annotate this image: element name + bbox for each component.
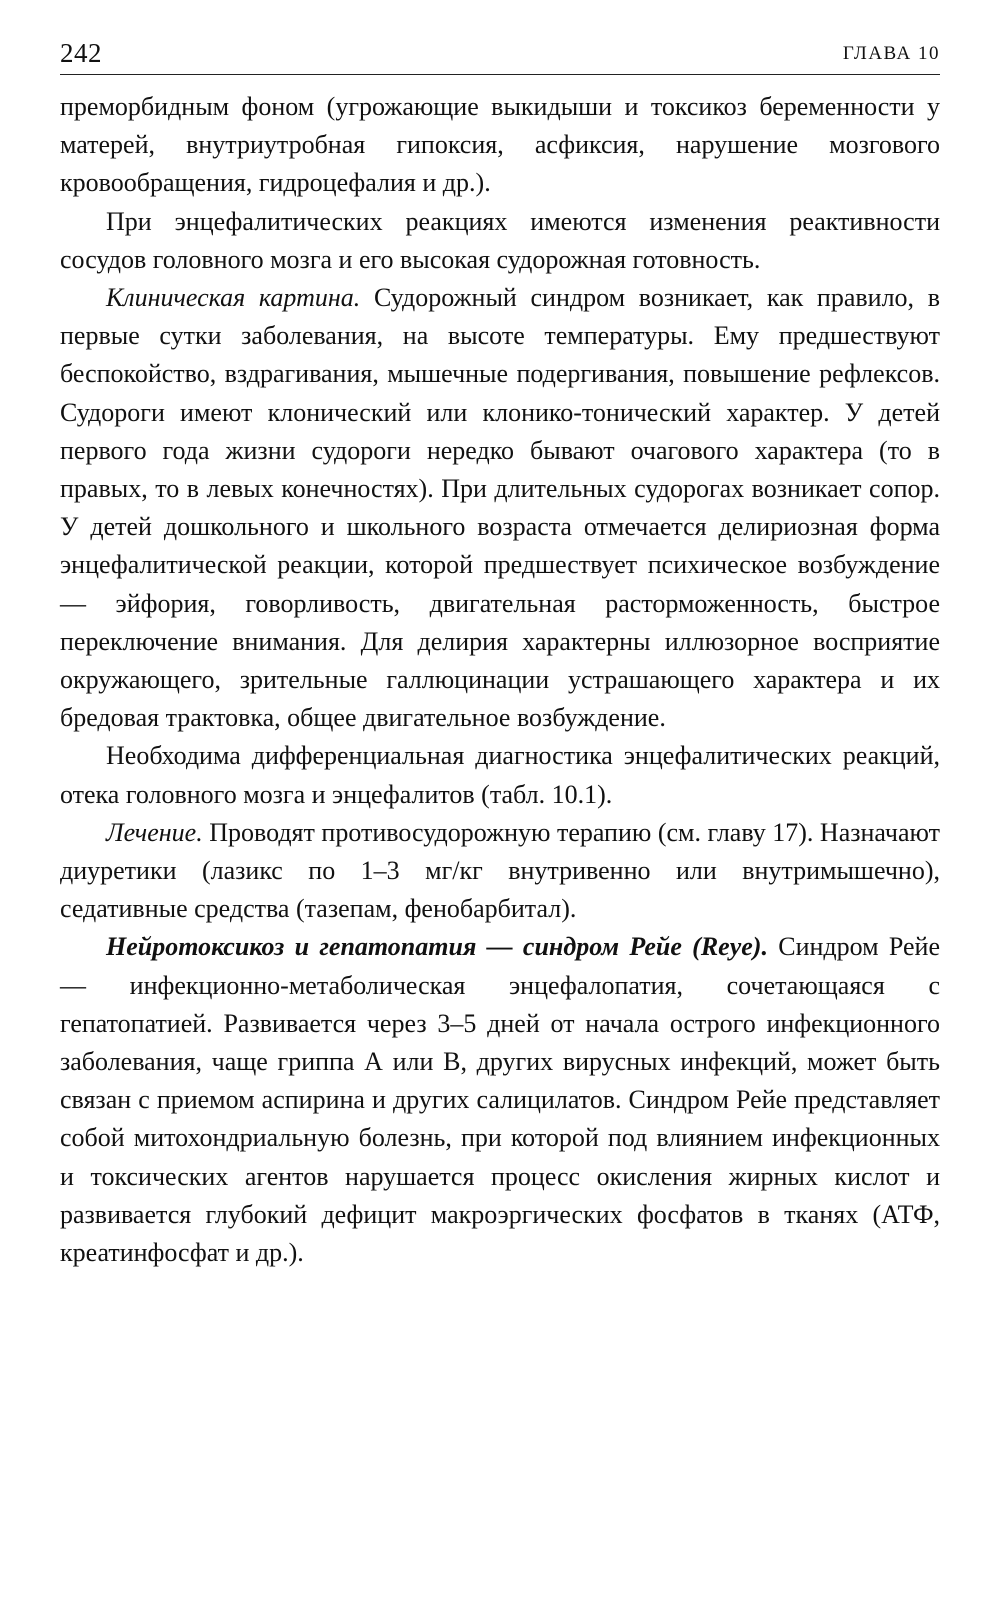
paragraph-text: Необходима дифференциальная диагностика энцефалитических реакций, отека головного мозга и энцефалитов (табл. 10.1). bbox=[60, 741, 940, 809]
paragraph-text: Проводят противосудорожную терапию (см. главу 17). Назначают диуретики (лазикс по 1–3 мг/кг внутривенно или внутримышечно), седативные средства (тазепам, фенобарбитал). bbox=[60, 817, 940, 924]
paragraph-premorbid bbox=[60, 88, 940, 203]
paragraph-text: преморбидным фоном (угрожающие выкидыши и токсикоз беременности у матерей, внутриутробная гипоксия, асфиксия, нарушение мозгового кровообращения, гидроцефалия и др.). bbox=[60, 92, 940, 198]
paragraph-text: Судорожный синдром возникает, как правило, в первые сутки заболевания, на высоте температуры. Ему предшествуют беспокойство, вздрагивания, мышечные подергивания, повышение рефлексов. Судороги имеют клонический или клонико-тонический характер. У детей первого года жизни судороги нередко бывают очагового характера (то в правых, то в левых конечностях). При длительных судорогах возникает сопор. У детей дошкольного и школьного возраста отмечается делириозная форма энцефалитической реакции, которой предшествует психическое возбуждение — эйфория, говорливость, двигательная расторможенность, быстрое переключение внимания. Для делирия характерны иллюзорное восприятие окружающего, зрительные галлюцинации устрашающего характера и их бредовая трактовка, общее двигательное возбуждение. bbox=[60, 283, 940, 733]
book-page bbox=[60, 34, 940, 1272]
section-heading-reye: Нейротоксикоз и гепатопатия — синдром Рейе (Reye). bbox=[106, 932, 768, 962]
paragraph-text: Синдром Рейе — инфекционно-метаболическая энцефалопатия, сочетающаяся с гепатопатией. Развивается через 3–5 дней от начала острого инфекционного заболевания, чаще гриппа А или В, других вирусных инфекций, может быть связан с приемом аспирина и других салицилатов. Синдром Рейе представляет собой митохондриальную болезнь, при которой под влиянием инфекционных и токсических агентов нарушается процесс окисления жирных кислот и развивается глубокий дефицит макроэргических фосфатов в тканях (АТФ, креатинфосфат и др.). bbox=[60, 932, 941, 1268]
paragraph-text: При энцефалитических реакциях имеются изменения реактивности сосудов головного мозга и его высокая судорожная готовность. bbox=[60, 206, 940, 274]
paragraph-differential-diagnosis bbox=[60, 737, 940, 813]
section-lead-treatment: Лечение. bbox=[106, 817, 203, 847]
paragraph-reye-syndrome bbox=[60, 928, 940, 1272]
body-text bbox=[60, 88, 940, 1272]
chapter-label: ГЛАВА 10 bbox=[842, 43, 940, 64]
paragraph-treatment bbox=[60, 814, 940, 929]
page-number: 242 bbox=[60, 38, 102, 68]
paragraph-encephalitic-reactions bbox=[60, 203, 940, 279]
paragraph-clinical-picture bbox=[60, 279, 940, 737]
running-header bbox=[60, 34, 940, 75]
section-lead-clinical: Клиническая картина. bbox=[106, 283, 361, 313]
